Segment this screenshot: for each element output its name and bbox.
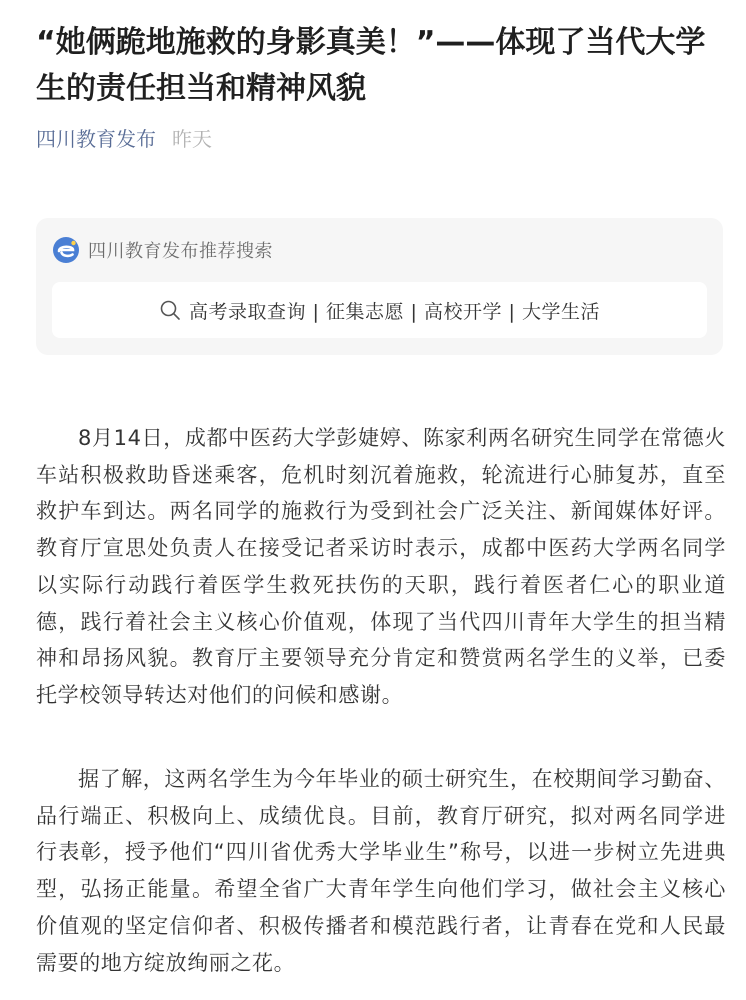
publish-time: 昨天: [172, 126, 212, 151]
sichuan-education-logo-icon: [52, 236, 80, 264]
recommended-search-terms: 高考录取查询 | 征集志愿 | 高校开学 | 大学生活: [189, 300, 600, 323]
article-title: “她俩跪地施救的身影真美！”——体现了当代大学生的责任担当和精神风貌: [36, 25, 706, 106]
account-name-link[interactable]: 四川教育发布: [36, 126, 156, 151]
recommended-search-header: [52, 232, 273, 268]
recommended-search-title: 四川教育发布推荐搜索: [88, 241, 273, 262]
body-paragraph-1: 8月14日，成都中医药大学彭婕婷、陈家利两名研究生同学在常德火车站积极救助昏迷乘客，危机时刻沉着施救，轮流进行心肺复苏，直至救护车到达。两名同学的施救行为受到社会广泛关注、新闻媒体好评。教育厅宣思处负责人在接受记者采访时表示，成都中医药大学两名同学以实际行动践行着医学生救死扶伤的天职，践行着医者仁心的职业道德，践行着社会主义核心价值观，体现了当代四川青年大学生的担当精神和昂扬风貌。教育厅主要领导充分肯定和赞赏两名学生的义举，已委托学校领导转达对他们的问候和感谢。: [36, 426, 726, 707]
recommended-search-card: [36, 218, 723, 355]
recommended-search-box[interactable]: [52, 282, 707, 338]
article-meta: [36, 122, 212, 152]
search-icon: [159, 299, 181, 321]
body-paragraph-2: 据了解，这两名学生为今年毕业的硕士研究生，在校期间学习勤奋、品行端正、积极向上、成绩优良。目前，教育厅研究，拟对两名同学进行表彰，授予他们“四川省优秀大学毕业生”称号，以进一步树立先进典型，弘扬正能量。希望全省广大青年学生向他们学习，做社会主义核心价值观的坚定信仰者、积极传播者和模范践行者，让青春在党和人民最需要的地方绽放绚丽之花。: [36, 767, 726, 975]
